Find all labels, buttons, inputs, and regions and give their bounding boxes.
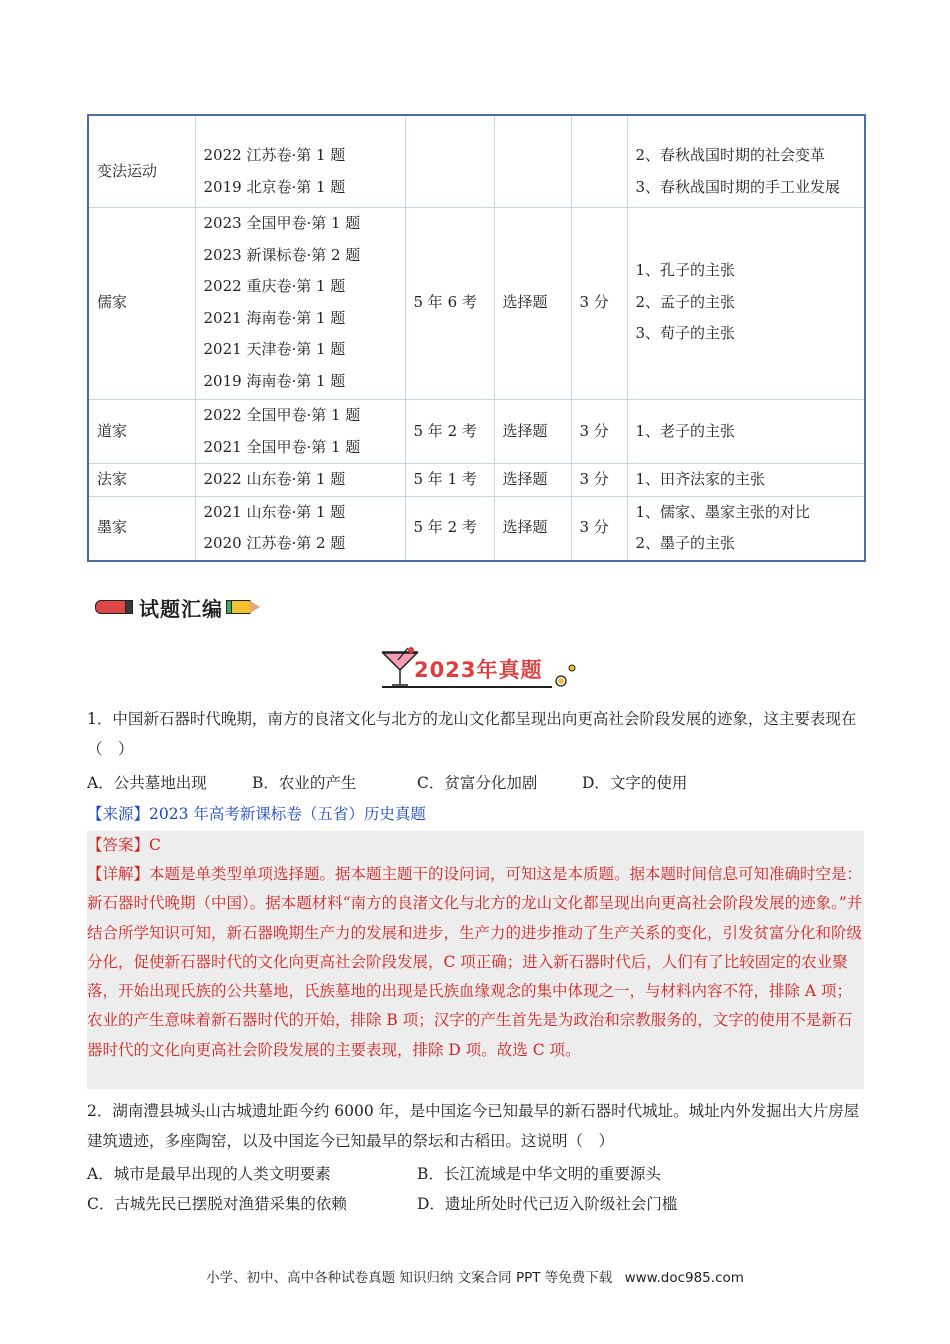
topic-cell: 儒家: [88, 208, 195, 400]
cell-line: 2021 全国甲卷·第 1 题: [203, 437, 361, 456]
option-b: B．长江流域是中华文明的重要源头: [417, 1165, 661, 1183]
cell-line: 2023 新课标卷·第 2 题: [203, 245, 361, 264]
source-text: 2023 年高考新课标卷（五省）历史真题: [149, 805, 426, 823]
cell-line: 2022 重庆卷·第 1 题: [203, 277, 346, 295]
detail-paragraph: [87, 860, 864, 1065]
cell-line: 2、孟子的主张: [635, 292, 736, 311]
source-label: 【来源】: [87, 805, 150, 823]
question-type-cell: 选择题: [494, 496, 571, 561]
cell-line: 1、儒家、墨家主张的对比: [635, 502, 811, 521]
cell-line: 2、春秋战国时期的社会变革: [635, 146, 826, 164]
detail-label: 【详解】: [87, 865, 150, 883]
answer-line: [87, 831, 864, 860]
frequency-cell: 5 年 2 考: [405, 400, 494, 464]
footer-site-link[interactable]: www.doc985.com: [624, 1270, 744, 1286]
sources-cell: [195, 496, 405, 561]
cell-line: 2020 江苏卷·第 2 题: [203, 534, 346, 552]
table-row: [88, 400, 865, 464]
knowledge-points-cell: [627, 496, 865, 561]
option-d: D．文字的使用: [582, 774, 688, 792]
section-title: 试题汇编: [139, 596, 223, 621]
sources-cell: [195, 115, 405, 208]
cell-line: 2021 海南卷·第 1 题: [203, 308, 346, 327]
cell-line: 2022 江苏卷·第 1 题: [203, 146, 346, 164]
frequency-cell: 5 年 2 考: [405, 496, 494, 561]
cell-line: 2019 海南卷·第 1 题: [203, 371, 346, 390]
cell-line: 2、墨子的主张: [635, 534, 736, 552]
detail-text: 本题是单类型单项选择题。据本题主题干的设问词，可知这是本质题。据本题时间信息可知准确时空是：新石器时代晚期（中国）。据本题材料“南方的良渚文化与北方的龙山文化都呈现出向更高社会阶段发展的迹象。”并结合所学知识可知，新石器晚期生产力的发展和进步，生产力的进步推动了生产关系的变化，引发贫富分化和阶级分化，促使新石器时代的文化向更高社会阶段发展，C 项正确；进入新石器时代后，人们有了比较固定的农业聚落，开始出现氏族的公共墓地，氏族墓地的出现是氏族血缘观念的集中体现之一，与材料内容不符，排除 A 项；农业的产生意味着新石器时代的开始，排除 B 项；汉字的产生首先是为政治和宗教服务的，文字的使用不是新石器时代的文化向更高社会阶段发展的主要表现，排除 D 项。故选 C 项。: [87, 865, 863, 1059]
year-title: 2023年真题: [414, 658, 543, 682]
knowledge-points-cell: [627, 115, 865, 208]
exam-summary-table: [87, 114, 866, 562]
topic-cell: 道家: [88, 400, 195, 464]
question-type-cell: 选择题: [494, 208, 571, 400]
cell-line: 3、荀子的主张: [635, 324, 736, 343]
cell-line: 1、老子的主张: [635, 421, 736, 440]
cell-line: 2021 天津卷·第 1 题: [203, 340, 346, 358]
knowledge-points-cell: [627, 208, 865, 400]
knowledge-points-cell: [627, 464, 865, 497]
pencil-icon: [229, 600, 251, 614]
question-type-cell: 选择题: [494, 400, 571, 464]
score-cell: 3 分: [571, 400, 627, 464]
answer-label: 【答案】: [87, 836, 150, 854]
frequency-cell: 5 年 6 考: [405, 208, 494, 400]
cell-line: 2019 北京卷·第 1 题: [203, 177, 346, 196]
year-underline: [382, 686, 552, 688]
sources-cell: [195, 400, 405, 464]
answer-value: C: [149, 836, 161, 854]
score-cell: 3 分: [571, 496, 627, 561]
option-c: C．古城先民已摆脱对渔猎采集的依赖: [87, 1195, 347, 1213]
knowledge-points-cell: [627, 400, 865, 464]
cell-line: 2021 山东卷·第 1 题: [203, 502, 346, 521]
sources-cell: [195, 208, 405, 400]
cell-line: 2023 全国甲卷·第 1 题: [203, 214, 361, 232]
year-badge: [378, 646, 578, 690]
question-2-stem: 2．湖南澧县城头山古城遗址距今约 6000 年，是中国迄今已知最早的新石器时代城址。城址内外发掘出大片房屋建筑遗迹，多座陶窑，以及中国迄今已知最早的祭坛和古稻田。这说明（ ）: [87, 1102, 860, 1150]
cell-line: 2022 全国甲卷·第 1 题: [203, 406, 361, 424]
cell-line: 1、孔子的主张: [635, 261, 736, 280]
option-a: A．公共墓地出现: [87, 774, 207, 792]
question-type-cell: [494, 115, 571, 208]
score-cell: 3 分: [571, 464, 627, 497]
option-c: C．贫富分化加剧: [417, 774, 538, 792]
question-1-stem: 1．中国新石器时代晚期，南方的良渚文化与北方的龙山文化都呈现出向更高社会阶段发展的迹象，这主要表现在（ ）: [87, 710, 857, 758]
topic-cell: 变法运动: [88, 115, 195, 208]
cell-line: 1、田齐法家的主张: [635, 470, 766, 488]
pencil-icon: [95, 600, 127, 614]
table-row: [88, 208, 865, 400]
topic-cell: 法家: [88, 464, 195, 497]
frequency-cell: [405, 115, 494, 208]
footer-text: 小学、初中、高中各种试卷真题 知识归纳 文案合同 PPT 等免费下载: [206, 1270, 613, 1286]
section-banner: [95, 592, 251, 622]
page-footer: [0, 1266, 950, 1286]
answer-box: [87, 831, 864, 1089]
cell-line: 2022 山东卷·第 1 题: [203, 470, 346, 488]
option-d: D．遗址所处时代已迈入阶级社会门槛: [417, 1195, 678, 1213]
table-row: [88, 464, 865, 497]
score-cell: [571, 115, 627, 208]
sources-cell: [195, 464, 405, 497]
cell-line: 3、春秋战国时期的手工业发展: [635, 177, 841, 196]
question-1-source: [87, 801, 426, 827]
table-row: [88, 496, 865, 561]
option-b: B．农业的产生: [252, 774, 357, 792]
topic-cell: 墨家: [88, 496, 195, 561]
table-row: [88, 115, 865, 208]
option-a: A．城市是最早出现的人类文明要素: [87, 1165, 331, 1183]
score-cell: 3 分: [571, 208, 627, 400]
frequency-cell: 5 年 1 考: [405, 464, 494, 497]
question-type-cell: 选择题: [494, 464, 571, 497]
